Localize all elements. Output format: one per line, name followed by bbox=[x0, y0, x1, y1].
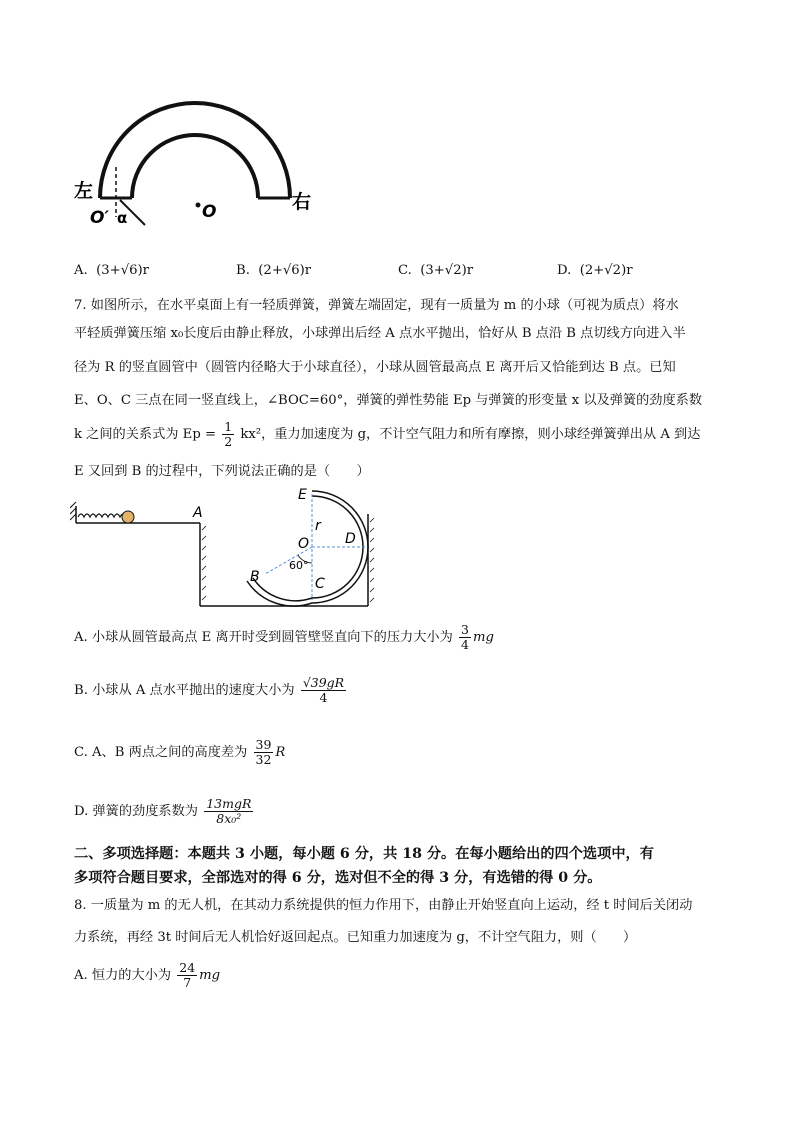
q7-line-5-pre: k 之间的关系式为 Ep = bbox=[74, 427, 216, 442]
q8-option-a-num: 24 bbox=[179, 960, 196, 975]
q8-option-a-fraction bbox=[177, 961, 197, 990]
q7-option-c-den: 32 bbox=[255, 752, 272, 767]
q7-option-b-pre: B. 小球从 A 点水平抛出的速度大小为 bbox=[74, 683, 295, 698]
label-alpha: α bbox=[117, 209, 128, 227]
q7-option-b bbox=[74, 676, 348, 705]
q7-option-a bbox=[74, 623, 494, 652]
q7-option-d-fraction bbox=[204, 797, 253, 826]
q7-figure bbox=[70, 486, 390, 614]
q7-option-a-num: 3 bbox=[461, 622, 469, 637]
q6-option-d-letter: D. bbox=[557, 263, 572, 278]
q7-option-c-post: R bbox=[275, 745, 286, 760]
pipe-outer-arc bbox=[100, 103, 290, 198]
q7-ep-frac-den: 2 bbox=[224, 434, 233, 449]
center-point bbox=[196, 203, 201, 208]
label-left: 左 bbox=[74, 180, 94, 202]
section2-line-1: 二、多项选择题：本题共 3 小题，每小题 6 分，共 18 分。在每小题给出的四个选项中，有 bbox=[74, 846, 654, 862]
q7-option-c-num: 39 bbox=[255, 737, 272, 752]
q7-line-6: E 又回到 B 的过程中，下列说法正确的是（ ） bbox=[74, 464, 370, 479]
q8-option-a-den: 7 bbox=[183, 975, 192, 990]
q7-option-d-den: 8x₀² bbox=[216, 811, 242, 826]
q6-option-c-letter: C. bbox=[398, 263, 412, 278]
q6-option-a bbox=[74, 262, 149, 280]
pipe-inner-arc bbox=[132, 135, 258, 198]
q6-option-b bbox=[236, 262, 311, 280]
q7-option-c bbox=[74, 738, 285, 767]
q6-option-c bbox=[398, 262, 473, 280]
label-o: O bbox=[298, 536, 310, 552]
q7-option-a-den: 4 bbox=[461, 637, 469, 652]
q7-option-b-den: 4 bbox=[319, 690, 328, 705]
q7-option-d bbox=[74, 797, 255, 826]
label-e: E bbox=[298, 487, 307, 503]
q6-option-d bbox=[557, 262, 633, 280]
q7-option-a-post: mg bbox=[472, 630, 494, 645]
q6-option-d-text: (2+√2)r bbox=[579, 263, 633, 278]
section2-line-2: 多项符合题目要求，全部选对的得 6 分，选对但不全的得 3 分，有选错的得 0 分。 bbox=[74, 870, 602, 886]
label-a: A bbox=[193, 505, 203, 521]
q7-line-4: E、O、C 三点在同一竖直线上，∠BOC=60°，弹簧的弹性势能 Ep 与弹簧的形变量 x 以及弹簧的劲度系数 bbox=[74, 393, 703, 408]
label-angle: 60° bbox=[289, 559, 309, 572]
q7-line-1: 7. 如图所示，在水平桌面上有一轻质弹簧，弹簧左端固定，现有一质量为 m 的小球（可视为质点）将水 bbox=[74, 298, 679, 313]
label-o-prime: O′ bbox=[90, 208, 109, 228]
label-b: B bbox=[250, 569, 260, 585]
q7-option-b-num: √39gR bbox=[302, 675, 345, 690]
q8-line-2: 力系统，再经 3t 时间后无人机恰好返回起点。已知重力加速度为 g，不计空气阻力，则（ ） bbox=[74, 930, 637, 945]
label-right: 右 bbox=[292, 191, 312, 213]
q6-option-a-text: (3+√6)r bbox=[96, 263, 149, 278]
q7-option-b-fraction bbox=[301, 676, 346, 705]
q8-option-a-post: mg bbox=[199, 968, 221, 983]
q7-line-2: 平轻质弹簧压缩 x₀长度后由静止释放，小球弹出后经 A 点水平抛出，恰好从 B 点沿 B 点切线方向进入半 bbox=[74, 326, 686, 341]
q7-ep-fraction bbox=[222, 420, 234, 449]
q8-option-a-pre: A. 恒力的大小为 bbox=[74, 968, 172, 983]
q7-option-d-pre: D. 弹簧的劲度系数为 bbox=[74, 804, 198, 819]
q6-option-b-letter: B. bbox=[236, 263, 250, 278]
q7-option-c-pre: C. A、B 两点之间的高度差为 bbox=[74, 745, 248, 760]
ball bbox=[122, 511, 134, 523]
q8-line-1: 8. 一质量为 m 的无人机，在其动力系统提供的恒力作用下，由静止开始竖直向上运动，经 t 时间后关闭动 bbox=[74, 898, 693, 913]
q7-line-5-post: kx²，重力加速度为 g，不计空气阻力和所有摩擦，则小球经弹簧弹出从 A 到达 bbox=[240, 427, 701, 442]
q7-option-a-fraction bbox=[459, 623, 471, 652]
q7-option-c-fraction bbox=[254, 738, 274, 767]
q7-ep-frac-num: 1 bbox=[224, 419, 233, 434]
q6-option-c-text: (3+√2)r bbox=[420, 263, 474, 278]
label-d: D bbox=[345, 531, 356, 547]
label-c: C bbox=[315, 576, 325, 592]
q6-option-a-letter: A. bbox=[74, 263, 88, 278]
q6-figure bbox=[70, 75, 330, 235]
q7-line-3: 径为 R 的竖直圆管中（圆管内径略大于小球直径），小球从圆管最高点 E 离开后又恰能到达 B 点。已知 bbox=[74, 360, 676, 375]
q7-line-5 bbox=[74, 420, 700, 449]
q8-option-a bbox=[74, 961, 220, 990]
label-r: r bbox=[315, 518, 321, 534]
label-o: O bbox=[202, 202, 217, 222]
q7-option-a-pre: A. 小球从圆管最高点 E 离开时受到圆管壁竖直向下的压力大小为 bbox=[74, 630, 453, 645]
q6-option-b-text: (2+√6)r bbox=[258, 263, 312, 278]
q7-option-d-num: 13mgR bbox=[206, 796, 252, 811]
